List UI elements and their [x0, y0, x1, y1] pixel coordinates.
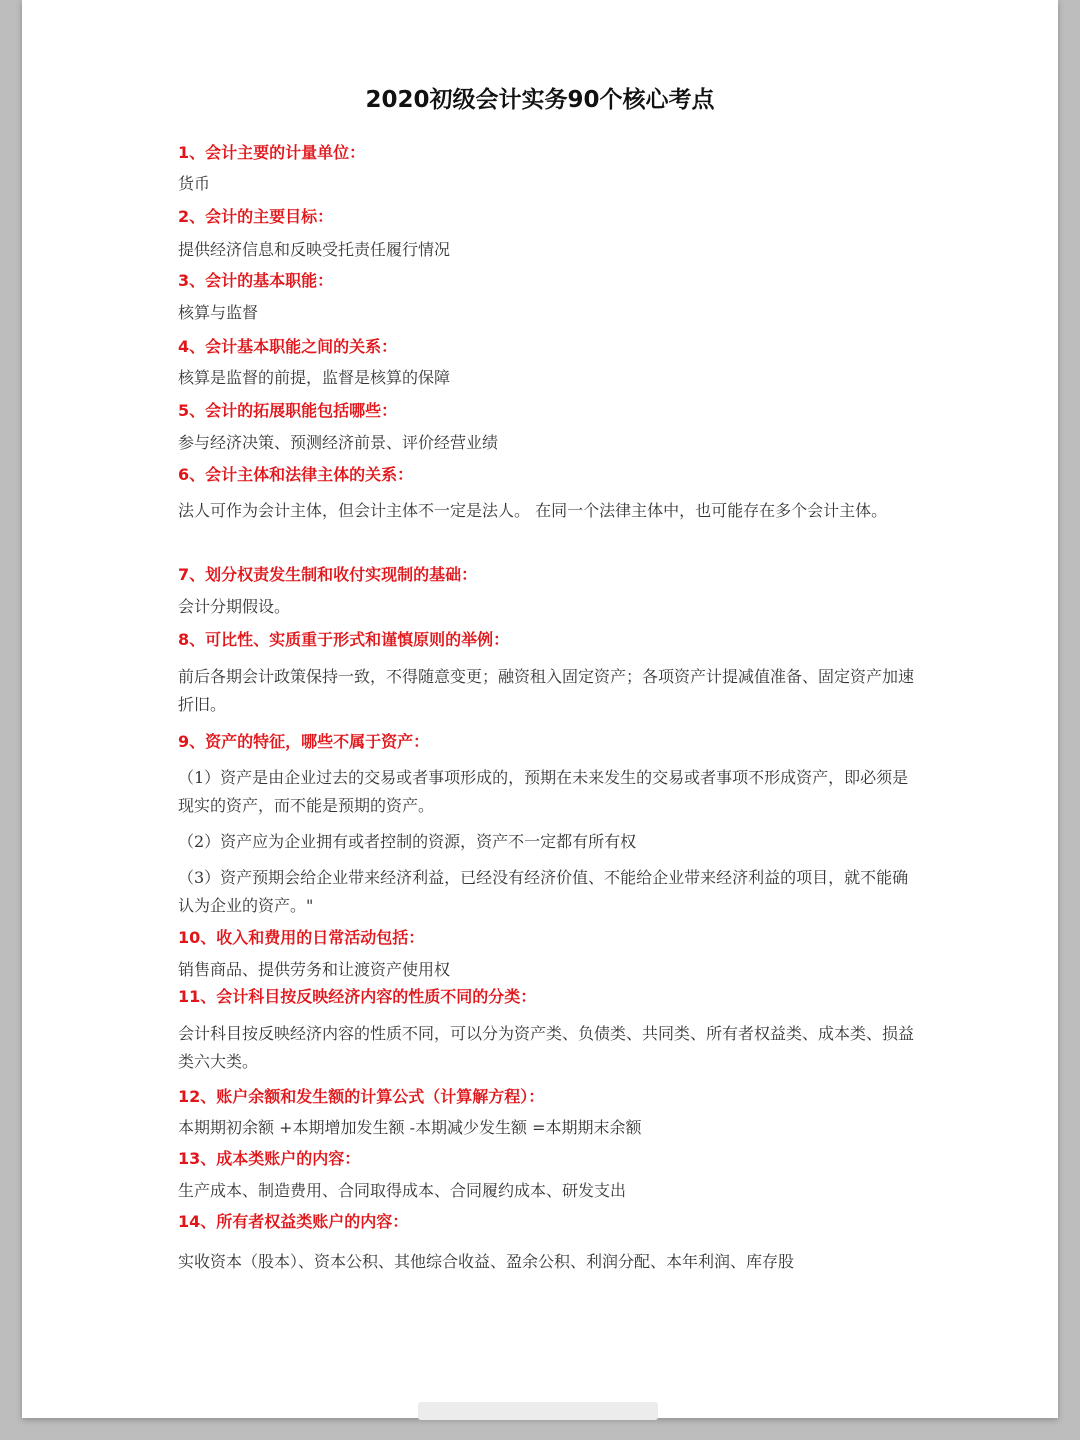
answer-5 [178, 429, 918, 457]
answer-3 [178, 299, 918, 327]
answer-12 [178, 1114, 918, 1142]
answer-paragraph: 核算是监督的前提，监督是核算的保障 [178, 368, 451, 387]
answer-paragraph: 会计分期假设。 [178, 597, 291, 616]
question-14: 14、所有者权益类账户的内容： [178, 1212, 409, 1231]
answer-9 [178, 764, 918, 920]
question-4: 4、会计基本职能之间的关系： [178, 337, 398, 356]
answer-paragraph: 参与经济决策、预测经济前景、评价经营业绩 [178, 433, 499, 452]
answer-6 [178, 497, 918, 525]
answer-paragraph: （1）资产是由企业过去的交易或者事项形成的，预期在未来发生的交易或者事项不形成资产，即必须是现实的资产，而不能是预期的资产。 [178, 768, 909, 815]
question-8: 8、可比性、实质重于形式和谨慎原则的举例： [178, 630, 510, 649]
answer-7 [178, 593, 918, 621]
question-3: 3、会计的基本职能： [178, 271, 334, 290]
answer-4 [178, 364, 918, 392]
answer-paragraph: 本期期初余额 +本期增加发生额 -本期减少发生额 =本期期末余额 [178, 1118, 642, 1137]
question-6: 6、会计主体和法律主体的关系： [178, 465, 414, 484]
answer-2 [178, 236, 918, 264]
question-10: 10、收入和费用的日常活动包括： [178, 928, 425, 947]
question-5: 5、会计的拓展职能包括哪些： [178, 401, 398, 420]
answer-paragraph: 前后各期会计政策保持一致，不得随意变更；融资租入固定资产；各项资产计提减值准备、固定资产加速折旧。 [178, 667, 915, 714]
answer-11 [178, 1020, 918, 1076]
question-11: 11、会计科目按反映经济内容的性质不同的分类： [178, 987, 537, 1006]
question-7: 7、划分权责发生制和收付实现制的基础： [178, 565, 478, 584]
question-13: 13、成本类账户的内容： [178, 1149, 361, 1168]
question-9: 9、资产的特征，哪些不属于资产： [178, 732, 430, 751]
answer-paragraph: 生产成本、制造费用、合同取得成本、合同履约成本、研发支出 [178, 1181, 627, 1200]
answer-paragraph: 会计科目按反映经济内容的性质不同，可以分为资产类、负债类、共同类、所有者权益类、成本类、损益类六大类。 [178, 1024, 915, 1071]
answer-paragraph: 提供经济信息和反映受托责任履行情况 [178, 240, 451, 259]
question-1: 1、会计主要的计量单位： [178, 143, 366, 162]
answer-10 [178, 956, 918, 984]
answer-13 [178, 1177, 918, 1205]
document-title: 2020初级会计实务90个核心考点 [365, 87, 715, 113]
answer-paragraph: （2）资产应为企业拥有或者控制的资源，资产不一定都有所有权 [178, 832, 637, 851]
answer-paragraph: 实收资本（股本）、资本公积、其他综合收益、盈余公积、利润分配、本年利润、库存股 [178, 1252, 795, 1271]
answer-paragraph: 核算与监督 [178, 303, 259, 322]
document-page [22, 0, 1058, 1418]
answer-paragraph: 法人可作为会计主体，但会计主体不一定是法人。 在同一个法律主体中，也可能存在多个会计主体。 [178, 501, 888, 520]
answer-paragraph: 货币 [178, 174, 211, 193]
answer-8 [178, 663, 918, 719]
question-12: 12、账户余额和发生额的计算公式（计算解方程）： [178, 1087, 545, 1106]
question-2: 2、会计的主要目标： [178, 207, 334, 226]
answer-paragraph: （3）资产预期会给企业带来经济利益，已经没有经济价值、不能给企业带来经济利益的项目，就不能确认为企业的资产。" [178, 868, 909, 915]
answer-paragraph: 销售商品、提供劳务和让渡资产使用权 [178, 960, 451, 979]
answer-14 [178, 1248, 918, 1276]
watermark-bar [418, 1402, 658, 1420]
answer-1 [178, 170, 918, 198]
